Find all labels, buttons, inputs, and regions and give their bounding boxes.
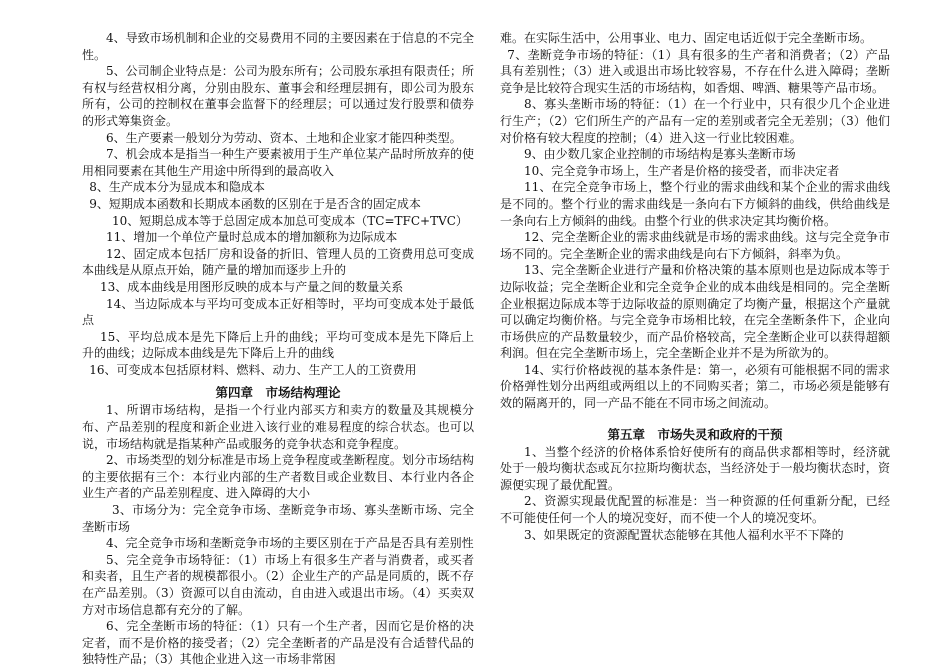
paragraph-left-15: 15、平均总成本是先下降后上升的曲线；平均可变成本是先下降后上升的曲线；边际成本曲线是先下降后上升的曲线 bbox=[82, 329, 474, 361]
paragraph-ch4-6: 6、完全垄断市场的特征：（1）只有一个生产者，因而它是价格的决定者，而不是价格的接受者；（2）完全垄断者的产品是没有合适替代品的独特性产品；（3）其他企业进入这一市场非常困 bbox=[82, 619, 474, 667]
paragraph-ch5-3: 3、如果既定的资源配置状态能够在其他人福利水平不下降的 bbox=[524, 527, 844, 542]
paragraph-ch4-4: 4、完全竞争市场和垄断竞争市场的主要区别在于产品是否具有差别性 bbox=[106, 536, 474, 551]
paragraph-right-12: 12、完全垄断企业的需求曲线就是市场的需求曲线。这与完全竞争市场不同的。完全垄断企业的需求曲线是向右下方倾斜，斜率为负。 bbox=[500, 230, 890, 261]
paragraph-left-14: 14、当边际成本与平均可变成本正好相等时，平均可变成本处于最低点 bbox=[82, 296, 474, 328]
paragraph-right-14: 14、实行价格歧视的基本条件是：第一，必须有可能根据不同的需求价格弹性划分出两组或两组以上的不同购买者；第二，市场必须是能够有效的隔离开的，同一产品不能在不同市场之间流动。 bbox=[500, 362, 890, 411]
paragraph-ch5-2: 2、资源实现最优配置的标准是：当一种资源的任何重新分配，已经不可能使任何一个人的境况变好，而不使一个人的境况变坏。 bbox=[500, 494, 890, 526]
chapter-4-heading: 第四章 市场结构理论 bbox=[215, 385, 341, 401]
chapter-5-heading: 第五章 市场失灵和政府的干预 bbox=[607, 426, 783, 442]
paragraph-ch4-3: 3、市场分为：完全竞争市场、垄断竞争市场、寡头垄断市场、完全垄断市场 bbox=[82, 503, 474, 534]
paragraph-left-4: 4、导致市场机制和企业的交易费用不同的主要因素在于信息的不完全性。 bbox=[82, 31, 474, 62]
paragraph-left-13: 13、成本曲线是用图形反映的成本与产量之间的数量关系 bbox=[100, 279, 404, 294]
paragraph-left-11: 11、增加一个单位产量时总成本的增加额称为边际成本 bbox=[106, 230, 398, 245]
paragraph-left-9: 9、短期成本函数和长期成本函数的区别在于是否含的固定成本 bbox=[89, 196, 421, 211]
paragraph-right-8: 8、寡头垄断市场的特征：（1）在一个行业中，只有很少几个企业进行生产；（2）它们所生产的产品有一定的差别或者完全无差别；（3）他们对价格有较大程度的控制；（4）进入这一行业比较困难。 bbox=[500, 97, 890, 145]
left-column bbox=[82, 30, 474, 668]
right-column bbox=[500, 30, 890, 543]
section-spacer bbox=[500, 412, 890, 420]
paragraph-right-13: 13、完全垄断企业进行产量和价格决策的基本原则也是边际成本等于边际收益；完全垄断企业和完全竞争企业的成本曲线是相同的。完全垄断企业根据边际成本等于边际收益的原则确定了均衡产量，根据这个产量就可以确定均衡价格。与完全竞争市场相比较，在完全垄断条件下，企业向市场供应的产品数量较少，而产品价格较高，完全垄断企业可以获得超额利润。但在完全垄断市场上，完全垄断企业并不是为所欲为的。 bbox=[500, 263, 890, 361]
paragraph-left-8: 8、生产成本分为显成本和隐成本 bbox=[89, 180, 265, 195]
paragraph-left-12: 12、固定成本包括厂房和设备的折旧、管理人员的工资费用总可变成本曲线是从原点开始，随产量的增加而逐步上升的 bbox=[82, 246, 474, 278]
paragraph-ch4-5: 5、完全竞争市场特征：（1）市场上有很多生产者与消费者，或买者和卖者，且生产者的规模都很小。（2）企业生产的产品是同质的，既不存在产品差别。（3）资源可以自由流动，自由进入或退出市场。（4）买卖双方对市场信息都有充分的了解。 bbox=[82, 552, 474, 617]
paragraph-left-7: 7、机会成本是指当一种生产要素被用于生产单位某产品时所放弃的使用相同要素在其他生产用途中所得到的最高收入 bbox=[82, 147, 474, 178]
paragraph-right-cont: 难。在实际生活中，公用事业、电力、固定电话近似于完全垄断市场。 bbox=[500, 31, 873, 45]
paragraph-right-7: 7、垄断竞争市场的特征：（1）具有很多的生产者和消费者；（2）产品具有差别性；（3）进入或退出市场比较容易，不存在什么进入障碍；垄断竞争是比较符合现实生活的市场结构，如香烟、啤酒、糖果等产品市场。 bbox=[500, 47, 890, 95]
paragraph-right-9: 9、由少数几家企业控制的市场结构是寡头垄断市场 bbox=[524, 147, 796, 162]
paragraph-ch5-1: 1、当整个经济的价格体系恰好使所有的商品供求都相等时，经济就处于一般均衡状态或瓦尔拉斯均衡状态，当经济处于一般均衡状态时，资源便实现了最优配置。 bbox=[500, 444, 890, 492]
paragraph-right-11: 11、在完全竞争市场上，整个行业的需求曲线和某个企业的需求曲线是不同的。整个行业的需求曲线是一条向右下方倾斜的曲线，供给曲线是一条向右上方倾斜的曲线。由整个行业的供求决定其均衡价格。 bbox=[500, 180, 890, 228]
paragraph-left-6: 6、生产要素一般划分为劳动、资本、土地和企业家才能四种类型。 bbox=[106, 130, 462, 145]
paragraph-left-16: 16、可变成本包括原材料、燃料、动力、生产工人的工资费用 bbox=[89, 362, 417, 377]
paragraph-left-10: 10、短期总成本等于总固定成本加总可变成本（TC=TFC+TVC） bbox=[112, 213, 468, 228]
paragraph-ch4-2: 2、市场类型的划分标准是市场上竞争程度或垄断程度。划分市场结构的主要依据有三个：本行业内部的生产者数目或企业数目、本行业内各企业生产者的产品差别程度、进入障碍的大小 bbox=[82, 453, 474, 501]
paragraph-ch4-1: 1、所谓市场结构，是指一个行业内部买方和卖方的数量及其规模分布、产品差别的程度和新企业进入该行业的难易程度的综合状态。也可以说，市场结构就是指某种产品或服务的竞争状态和竞争程度。 bbox=[82, 403, 474, 451]
paragraph-left-5: 5、公司制企业特点是：公司为股东所有；公司股东承担有限责任；所有权与经营权相分离，分别由股东、董事会和经理层拥有，即公司为股东所有，公司的控制权在董事会监督下的经理层；可以通过发行股票和债券的形式筹集资金。 bbox=[82, 64, 474, 128]
paragraph-right-10: 10、完全竞争市场上，生产者是价格的接受者，而非决定者 bbox=[524, 163, 840, 178]
